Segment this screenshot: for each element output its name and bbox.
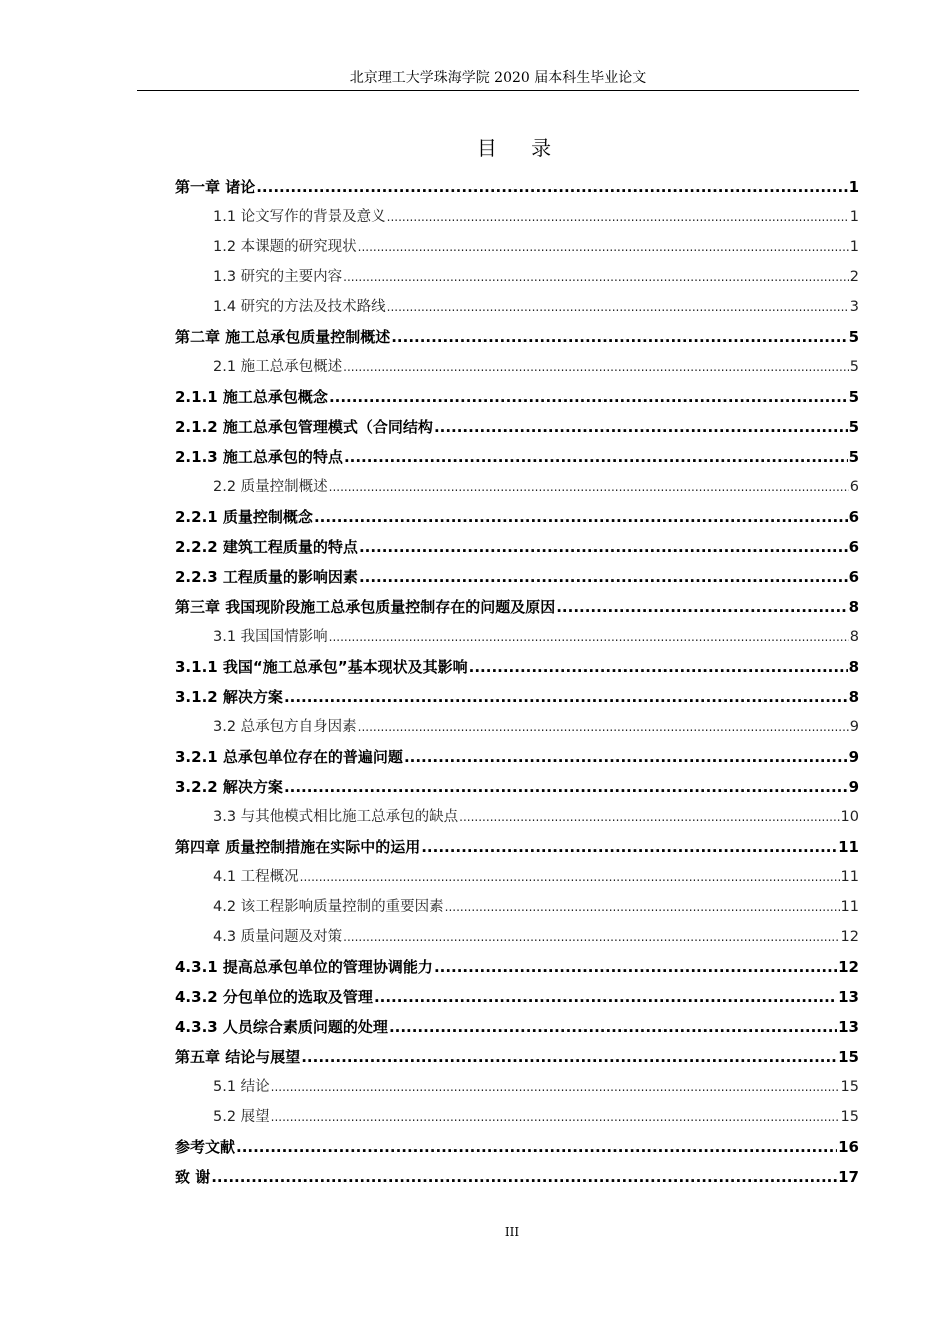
toc-entry-page-number: 1 [849, 209, 859, 225]
toc-entry[interactable] [175, 232, 859, 262]
toc-dot-leader [256, 172, 847, 202]
toc-entry[interactable] [175, 1072, 859, 1102]
toc-entry-title: 1.1 论文写作的背景及意义 [213, 209, 386, 225]
toc-entry-page-number: 1 [849, 239, 859, 255]
toc-entry-title: 3.3 与其他模式相比施工总承包的缺点 [213, 809, 459, 825]
toc-entry-title: 第五章 结论与展望 [175, 1048, 301, 1066]
toc-dot-leader [434, 412, 848, 442]
toc-entry-page-number: 2 [849, 269, 859, 285]
toc-entry[interactable] [175, 982, 859, 1012]
toc-dot-leader [387, 292, 849, 322]
toc-entry[interactable] [175, 382, 859, 412]
toc-entry[interactable] [175, 262, 859, 292]
toc-entry-page-number: 9 [848, 748, 859, 766]
toc-entry-title: 4.3.3 人员综合素质问题的处理 [175, 1018, 388, 1036]
toc-entry-page-number: 13 [838, 1018, 859, 1036]
toc-entry[interactable] [175, 652, 859, 682]
header-text: 北京理工大学珠海学院 2020 届本科生毕业论文 [349, 70, 647, 86]
toc-dot-leader [459, 802, 839, 832]
toc-entry-title: 2.2.1 质量控制概念 [175, 508, 313, 526]
toc-dot-leader [374, 982, 837, 1012]
toc-entry[interactable] [175, 772, 859, 802]
toc-dot-leader [469, 652, 848, 682]
toc-entry-page-number: 15 [840, 1079, 859, 1095]
toc-entry[interactable] [175, 832, 859, 862]
toc-entry-page-number: 8 [849, 629, 859, 645]
toc-dot-leader [343, 262, 849, 292]
toc-entry-page-number: 1 [848, 178, 859, 196]
toc-entry-page-number: 15 [840, 1109, 859, 1125]
toc-entry-title: 3.1.2 解决方案 [175, 688, 283, 706]
toc-entry-title: 2.1.1 施工总承包概念 [175, 388, 328, 406]
toc-entry-page-number: 16 [838, 1138, 859, 1156]
toc-dot-leader [391, 322, 847, 352]
toc-dot-leader [329, 622, 849, 652]
toc-dot-leader [343, 922, 839, 952]
toc-entry[interactable] [175, 412, 859, 442]
toc-entry[interactable] [175, 682, 859, 712]
toc-entry-title: 4.3.1 提高总承包单位的管理协调能力 [175, 958, 433, 976]
toc-entry[interactable] [175, 532, 859, 562]
toc-entry-title: 4.2 该工程影响质量控制的重要因素 [213, 899, 444, 915]
toc-entry-page-number: 5 [848, 328, 859, 346]
toc-dot-leader [421, 832, 837, 862]
toc-entry-title: 4.3 质量问题及对策 [213, 929, 343, 945]
toc-entry[interactable] [175, 322, 859, 352]
toc-entry-title: 3.1.1 我国“施工总承包”基本现状及其影响 [175, 658, 468, 676]
toc-entry-page-number: 6 [848, 508, 859, 526]
toc-entry[interactable] [175, 202, 859, 232]
toc-entry-page-number: 5 [849, 359, 859, 375]
toc-entry-title: 第三章 我国现阶段施工总承包质量控制存在的问题及原因 [175, 598, 556, 616]
toc-entry[interactable] [175, 1102, 859, 1132]
toc-entry-page-number: 11 [840, 899, 859, 915]
page-header [137, 66, 859, 91]
toc-entry-page-number: 8 [848, 688, 859, 706]
toc-entry-title: 第二章 施工总承包质量控制概述 [175, 328, 391, 346]
toc-entry-page-number: 9 [848, 778, 859, 796]
toc-dot-leader [389, 1012, 837, 1042]
toc-entry[interactable] [175, 1162, 859, 1192]
toc-entry[interactable] [175, 622, 859, 652]
toc-entry[interactable] [175, 562, 859, 592]
toc-dot-leader [434, 952, 837, 982]
toc-entry-page-number: 10 [840, 809, 859, 825]
toc-dot-leader [358, 712, 849, 742]
toc-entry-page-number: 8 [848, 658, 859, 676]
toc-dot-leader [271, 1072, 840, 1102]
toc-entry-page-number: 3 [849, 299, 859, 315]
toc-entry[interactable] [175, 952, 859, 982]
toc-entry-title: 5.2 展望 [213, 1109, 270, 1125]
toc-entry[interactable] [175, 352, 859, 382]
toc-entry-page-number: 8 [848, 598, 859, 616]
toc-entry-page-number: 12 [838, 958, 859, 976]
toc-entry-page-number: 11 [840, 869, 859, 885]
toc-entry-title: 2.2 质量控制概述 [213, 479, 328, 495]
page-footer [0, 1222, 950, 1242]
toc-dot-leader [300, 862, 840, 892]
toc-dot-leader [271, 1102, 840, 1132]
toc-entry[interactable] [175, 862, 859, 892]
toc-entry-title: 2.1 施工总承包概述 [213, 359, 343, 375]
toc-entry-page-number: 9 [849, 719, 859, 735]
toc-dot-leader [329, 382, 848, 412]
toc-entry-title: 1.3 研究的主要内容 [213, 269, 343, 285]
toc-entry-title: 2.1.2 施工总承包管理模式（合同结构 [175, 418, 433, 436]
toc-entry-page-number: 5 [848, 418, 859, 436]
toc-entry[interactable] [175, 802, 859, 832]
toc-entry-title: 3.2 总承包方自身因素 [213, 719, 357, 735]
toc-dot-leader [343, 352, 849, 382]
toc-entry-title: 4.3.2 分包单位的选取及管理 [175, 988, 373, 1006]
toc-entry[interactable] [175, 922, 859, 952]
toc-entry-page-number: 6 [849, 479, 859, 495]
toc-entry-title: 第四章 质量控制措施在实际中的运用 [175, 838, 421, 856]
toc-dot-leader [445, 892, 840, 922]
toc-entry[interactable] [175, 712, 859, 742]
toc-entry-title: 参考文献 [175, 1138, 236, 1156]
toc-dot-leader [284, 772, 848, 802]
toc-entry[interactable] [175, 472, 859, 502]
toc-entry-title: 2.1.3 施工总承包的特点 [175, 448, 343, 466]
table-of-contents [175, 172, 859, 1192]
toc-dot-leader [387, 202, 849, 232]
toc-entry-title: 第一章 诸论 [175, 178, 256, 196]
toc-entry-page-number: 5 [848, 388, 859, 406]
toc-entry[interactable] [175, 1012, 859, 1042]
toc-entry-title: 2.2.3 工程质量的影响因素 [175, 568, 358, 586]
toc-entry[interactable] [175, 502, 859, 532]
toc-entry[interactable] [175, 892, 859, 922]
toc-entry-page-number: 11 [838, 838, 859, 856]
toc-dot-leader [314, 502, 848, 532]
toc-entry[interactable] [175, 1042, 859, 1072]
toc-entry[interactable] [175, 442, 859, 472]
toc-dot-leader [211, 1162, 837, 1192]
toc-entry-page-number: 17 [838, 1168, 859, 1186]
toc-entry-page-number: 15 [838, 1048, 859, 1066]
toc-entry-page-number: 6 [848, 568, 859, 586]
toc-entry-title: 1.4 研究的方法及技术路线 [213, 299, 386, 315]
toc-title: 目 录 [476, 136, 566, 160]
toc-entry-title: 5.1 结论 [213, 1079, 270, 1095]
toc-entry-page-number: 5 [848, 448, 859, 466]
toc-dot-leader [329, 472, 849, 502]
toc-entry-title: 4.1 工程概况 [213, 869, 299, 885]
toc-entry-title: 3.2.2 解决方案 [175, 778, 283, 796]
toc-entry[interactable] [175, 742, 859, 772]
toc-entry-title: 1.2 本课题的研究现状 [213, 239, 357, 255]
toc-dot-leader [344, 442, 848, 472]
toc-entry-title: 2.2.2 建筑工程质量的特点 [175, 538, 358, 556]
toc-dot-leader [404, 742, 848, 772]
toc-entry-title: 致 谢 [175, 1168, 211, 1186]
toc-entry-page-number: 13 [838, 988, 859, 1006]
toc-dot-leader [236, 1132, 837, 1162]
toc-entry-title: 3.1 我国国情影响 [213, 629, 328, 645]
toc-entry[interactable] [175, 172, 859, 202]
toc-dot-leader [301, 1042, 837, 1072]
toc-entry[interactable] [175, 292, 859, 322]
toc-entry-title: 3.2.1 总承包单位存在的普遍问题 [175, 748, 403, 766]
toc-entry[interactable] [175, 1132, 859, 1162]
toc-dot-leader [556, 592, 847, 622]
toc-dot-leader [359, 532, 848, 562]
toc-entry-page-number: 12 [840, 929, 859, 945]
toc-dot-leader [358, 232, 849, 262]
toc-entry[interactable] [175, 592, 859, 622]
toc-dot-leader [284, 682, 848, 712]
footer-page-number: III [504, 1225, 520, 1239]
toc-dot-leader [359, 562, 848, 592]
toc-entry-page-number: 6 [848, 538, 859, 556]
